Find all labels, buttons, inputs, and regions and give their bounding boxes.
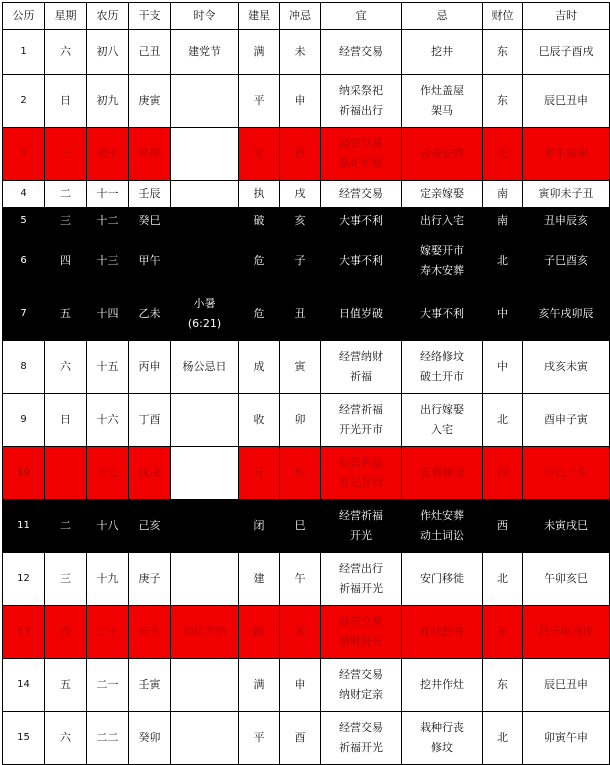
- table-cell: 西: [483, 447, 523, 500]
- table-cell: 十七: [87, 447, 129, 500]
- table-cell: 北: [483, 712, 523, 765]
- table-cell: 15: [3, 712, 45, 765]
- table-cell: 卯午寅申: [523, 128, 610, 181]
- table-cell: 子: [280, 235, 321, 288]
- table-cell: 壬寅: [129, 659, 171, 712]
- table-cell: 寅: [280, 341, 321, 394]
- table-cell: 经营出行 祈福开光: [321, 553, 402, 606]
- table-cell: 经络修坟 破土开市: [402, 341, 483, 394]
- table-cell: 二: [45, 500, 87, 553]
- table-cell: 十九: [87, 553, 129, 606]
- table-row: [3, 208, 610, 235]
- table-cell: 东: [483, 75, 523, 128]
- table-cell: 五: [45, 288, 87, 341]
- table-cell: 乙未: [129, 288, 171, 341]
- table-cell: 未寅戌巳: [523, 500, 610, 553]
- header-cell: 时令: [171, 3, 239, 30]
- table-cell: 2: [3, 75, 45, 128]
- table-cell: 丁酉: [129, 394, 171, 447]
- table-cell: [171, 712, 239, 765]
- table-cell: [171, 75, 239, 128]
- table-cell: 建: [239, 553, 280, 606]
- table-cell: 亥: [280, 208, 321, 235]
- table-cell: 平: [239, 75, 280, 128]
- table-cell: 北: [483, 553, 523, 606]
- table-cell: 戊戌: [129, 447, 171, 500]
- table-cell: [171, 659, 239, 712]
- table-cell: 二二: [87, 712, 129, 765]
- table-cell: 巳辰子酉戌: [523, 30, 610, 75]
- table-cell: 寅卯未子丑: [523, 181, 610, 208]
- table-row: [3, 128, 610, 181]
- table-cell: 卯寅午申: [523, 712, 610, 765]
- table-cell: 子巳酉亥: [523, 235, 610, 288]
- header-cell: 农历: [87, 3, 129, 30]
- table-cell: 危: [239, 235, 280, 288]
- table-cell: 中: [483, 341, 523, 394]
- table-cell: 十三: [87, 235, 129, 288]
- table-cell: 5: [3, 208, 45, 235]
- table-cell: 13: [3, 606, 45, 659]
- table-cell: 11: [3, 500, 45, 553]
- table-cell: 丙申: [129, 341, 171, 394]
- table-cell: 挖井: [402, 30, 483, 75]
- header-cell: 干支: [129, 3, 171, 30]
- table-cell: 巳子申酉戌: [523, 606, 610, 659]
- table-cell: 二: [45, 181, 87, 208]
- table-cell: 北: [483, 394, 523, 447]
- table-cell: 纳采祭祀 祈福出行: [321, 75, 402, 128]
- table-row: [3, 30, 610, 75]
- table-cell: 9: [3, 394, 45, 447]
- table-cell: 定亲嫁娶: [402, 181, 483, 208]
- table-cell: 定: [239, 128, 280, 181]
- table-cell: 除: [239, 606, 280, 659]
- table-cell: 出行入宅: [402, 208, 483, 235]
- table-cell: 午: [280, 553, 321, 606]
- table-cell: 十四: [87, 288, 129, 341]
- table-cell: [171, 394, 239, 447]
- table-cell: 经营交易 纳财开光: [321, 606, 402, 659]
- table-cell: 经营交易: [321, 181, 402, 208]
- table-cell: 戌: [280, 181, 321, 208]
- table-cell: 申: [280, 75, 321, 128]
- table-cell: 三: [45, 208, 87, 235]
- table-cell: 北: [483, 128, 523, 181]
- table-cell: 杨公忌日: [171, 341, 239, 394]
- table-cell: 庚寅: [129, 75, 171, 128]
- table-cell: 满: [239, 659, 280, 712]
- table-cell: 破: [239, 208, 280, 235]
- table-cell: 满: [239, 30, 280, 75]
- table-cell: 初伏开始: [171, 606, 239, 659]
- table-cell: [171, 181, 239, 208]
- table-cell: 己丑: [129, 30, 171, 75]
- table-cell: [171, 553, 239, 606]
- table-cell: 成: [239, 341, 280, 394]
- table-row: [3, 235, 610, 288]
- table-cell: 经营交易 纳财定亲: [321, 659, 402, 712]
- table-cell: 10: [3, 447, 45, 500]
- table-cell: 西: [483, 500, 523, 553]
- table-cell: 午卯亥巳: [523, 553, 610, 606]
- table-cell: 建党节: [171, 30, 239, 75]
- table-cell: 十五: [87, 341, 129, 394]
- table-cell: 申巳子午: [523, 447, 610, 500]
- table-cell: 二十: [87, 606, 129, 659]
- table-cell: [171, 235, 239, 288]
- table-cell: 四: [45, 606, 87, 659]
- table-cell: 辛卯: [129, 128, 171, 181]
- table-row: [3, 500, 610, 553]
- table-cell: 日: [45, 75, 87, 128]
- table-cell: 十二: [87, 208, 129, 235]
- table-cell: 大事不利: [321, 208, 402, 235]
- table-cell: 作灶安葬 动土词讼: [402, 500, 483, 553]
- table-cell: 二一: [87, 659, 129, 712]
- table-cell: 亥午戌卯辰: [523, 288, 610, 341]
- table-cell: 经营交易 祭祀祈福: [321, 128, 402, 181]
- table-cell: 平: [239, 712, 280, 765]
- table-cell: 14: [3, 659, 45, 712]
- table-cell: 酉: [280, 128, 321, 181]
- table-cell: 嫁娶开市 寿木安葬: [402, 235, 483, 288]
- header-row: [3, 3, 610, 30]
- table-cell: 初八: [87, 30, 129, 75]
- table-cell: 六: [45, 712, 87, 765]
- table-cell: 经营纳财 祈福: [321, 341, 402, 394]
- table-cell: 东: [483, 659, 523, 712]
- table-cell: 丑申辰亥: [523, 208, 610, 235]
- table-cell: 十一: [87, 181, 129, 208]
- table-cell: 申: [280, 659, 321, 712]
- table-cell: 安门移徙: [402, 553, 483, 606]
- table-cell: 执: [239, 181, 280, 208]
- table-cell: 丑: [280, 288, 321, 341]
- table-cell: 四: [45, 235, 87, 288]
- table-cell: 庚子: [129, 553, 171, 606]
- table-cell: 南: [483, 208, 523, 235]
- table-cell: 癸卯: [129, 712, 171, 765]
- table-cell: 卯: [280, 394, 321, 447]
- table-cell: 7: [3, 288, 45, 341]
- table-row: [3, 447, 610, 500]
- table-cell: 辰: [280, 447, 321, 500]
- table-row: [3, 712, 610, 765]
- table-cell: 六: [45, 30, 87, 75]
- table-cell: 作灶盖屋 架马: [402, 75, 483, 128]
- table-cell: 辰巳丑申: [523, 659, 610, 712]
- table-cell: 6: [3, 235, 45, 288]
- table-cell: 一: [45, 447, 87, 500]
- table-cell: 一: [45, 128, 87, 181]
- table-cell: 巳: [280, 500, 321, 553]
- header-cell: 宜: [321, 3, 402, 30]
- table-cell: 收: [239, 394, 280, 447]
- table-cell: 栽种行丧 修坟: [402, 712, 483, 765]
- header-cell: 吉时: [523, 3, 610, 30]
- table-cell: 酉申子寅: [523, 394, 610, 447]
- table-cell: 未: [280, 30, 321, 75]
- table-row: [3, 341, 610, 394]
- table-cell: 甲午: [129, 235, 171, 288]
- table-cell: 出行嫁娶 入宅: [402, 394, 483, 447]
- table-row: [3, 288, 610, 341]
- table-cell: 初九: [87, 75, 129, 128]
- table-cell: [171, 128, 239, 181]
- table-row: [3, 181, 610, 208]
- table-cell: 大事不利: [402, 288, 483, 341]
- table-cell: 大事不利: [321, 235, 402, 288]
- table-row: [3, 659, 610, 712]
- table-cell: 经营交易: [321, 30, 402, 75]
- almanac-body: [3, 3, 610, 765]
- table-cell: [171, 500, 239, 553]
- header-cell: 公历: [3, 3, 45, 30]
- table-cell: 东: [483, 30, 523, 75]
- table-cell: [171, 208, 239, 235]
- table-cell: 癸巳: [129, 208, 171, 235]
- table-cell: 初十: [87, 128, 129, 181]
- table-cell: 1: [3, 30, 45, 75]
- table-cell: 十六: [87, 394, 129, 447]
- table-cell: 三: [45, 553, 87, 606]
- table-cell: 东: [483, 606, 523, 659]
- table-cell: 酉: [280, 712, 321, 765]
- almanac-table: [2, 2, 610, 765]
- table-cell: 经营祈福 开光开市: [321, 394, 402, 447]
- table-cell: 挖井作灶: [402, 659, 483, 712]
- header-cell: 冲忌: [280, 3, 321, 30]
- table-cell: 辛丑: [129, 606, 171, 659]
- table-cell: 五: [45, 659, 87, 712]
- table-cell: [171, 447, 239, 500]
- table-cell: 闭: [239, 500, 280, 553]
- table-cell: 小暑 (6:21): [171, 288, 239, 341]
- table-cell: 作灶挖井: [402, 606, 483, 659]
- table-row: [3, 75, 610, 128]
- table-cell: 戌亥未寅: [523, 341, 610, 394]
- table-cell: 安葬嫁娶: [402, 447, 483, 500]
- table-cell: 3: [3, 128, 45, 181]
- table-cell: 北: [483, 235, 523, 288]
- table-cell: 十八: [87, 500, 129, 553]
- header-cell: 财位: [483, 3, 523, 30]
- table-cell: 未: [280, 606, 321, 659]
- table-cell: 南: [483, 181, 523, 208]
- header-cell: 忌: [402, 3, 483, 30]
- table-cell: 合寿安葬: [402, 128, 483, 181]
- table-cell: 六: [45, 341, 87, 394]
- table-cell: 经营祈福 开光开市: [321, 447, 402, 500]
- table-row: [3, 606, 610, 659]
- table-cell: 开: [239, 447, 280, 500]
- table-cell: 经营交易 祈福开光: [321, 712, 402, 765]
- table-cell: 中: [483, 288, 523, 341]
- table-cell: 己亥: [129, 500, 171, 553]
- table-cell: 经营祈福 开光: [321, 500, 402, 553]
- table-cell: 危: [239, 288, 280, 341]
- table-row: [3, 553, 610, 606]
- table-cell: 日值岁破: [321, 288, 402, 341]
- table-cell: 壬辰: [129, 181, 171, 208]
- header-cell: 建星: [239, 3, 280, 30]
- table-cell: 辰巳丑申: [523, 75, 610, 128]
- table-cell: 8: [3, 341, 45, 394]
- table-row: [3, 394, 610, 447]
- table-cell: 4: [3, 181, 45, 208]
- header-cell: 星期: [45, 3, 87, 30]
- table-cell: 日: [45, 394, 87, 447]
- table-cell: 12: [3, 553, 45, 606]
